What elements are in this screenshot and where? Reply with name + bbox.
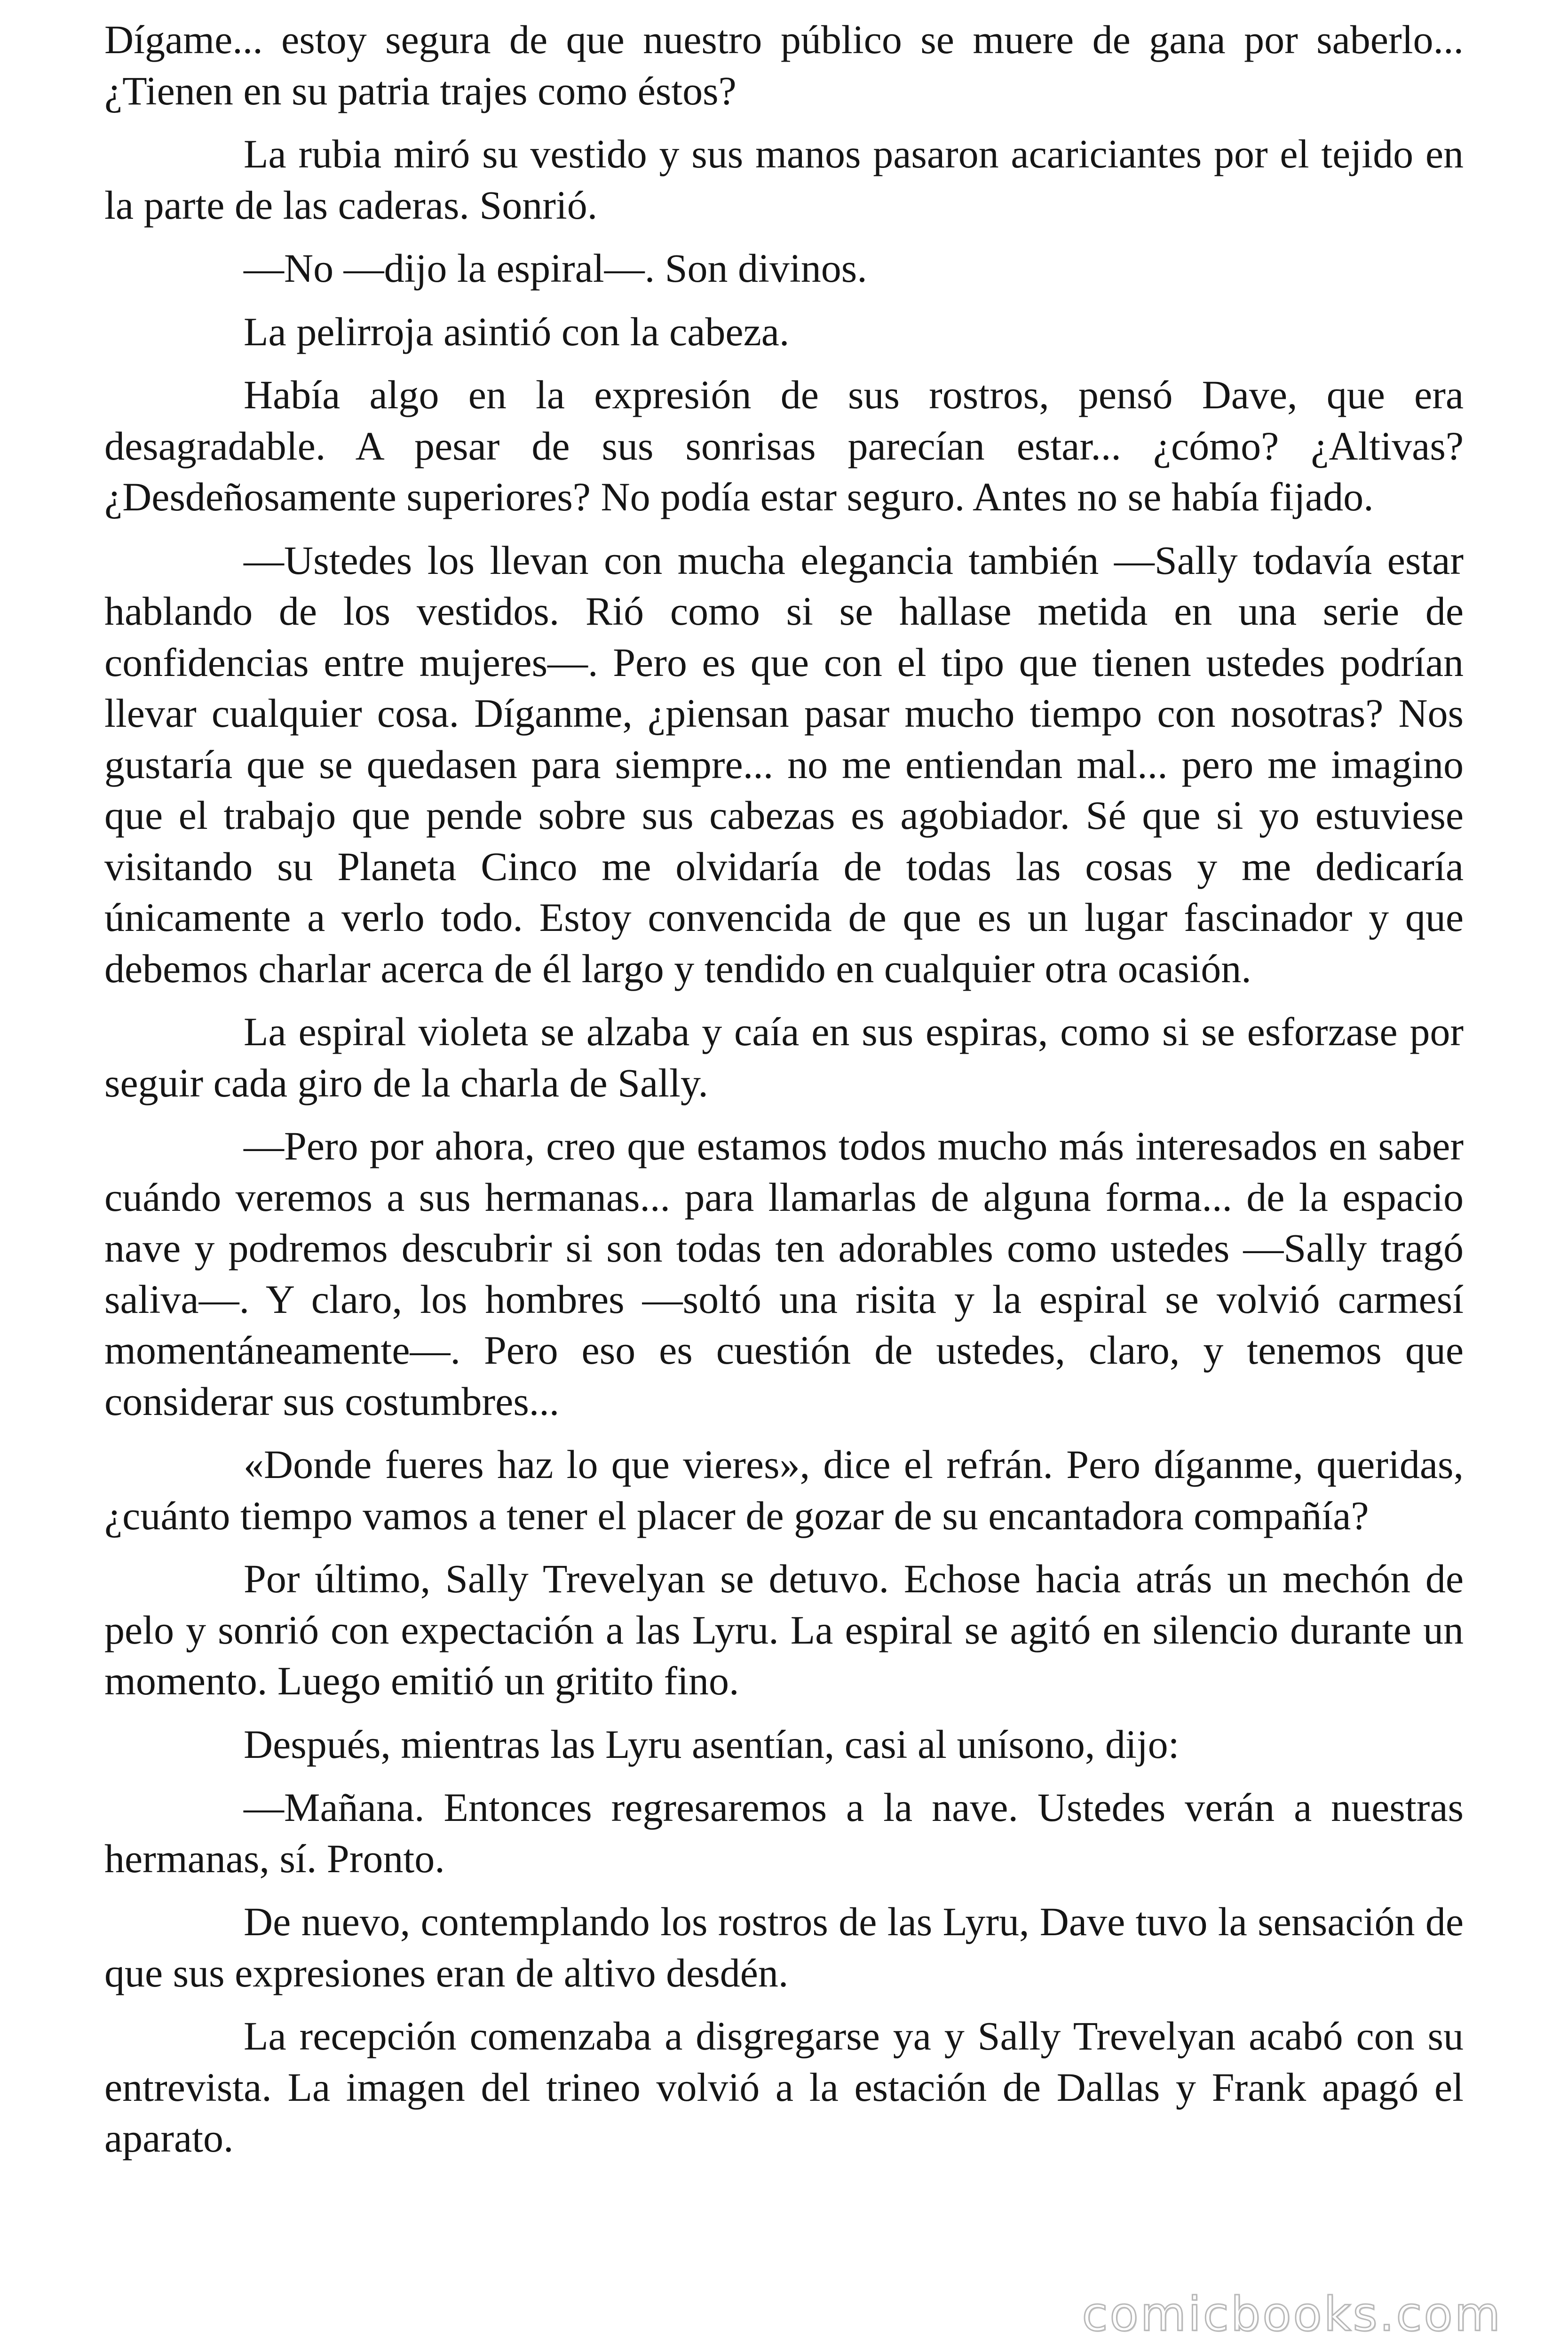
paragraph: «Donde fueres haz lo que vieres», dice el refrán. Pero díganme, queridas, ¿cuánto tiempo vamos a tener el placer de gozar de su encantadora compañía?	[104, 1442, 1464, 1538]
paragraph: —Pero por ahora, creo que estamos todos mucho más interesados en saber cuándo veremos a sus hermanas... para llamarlas de alguna forma... de la espacio nave y podremos descubrir si son todas ten adorables como ustedes —Sally tragó saliva—. Y claro, los hombres —soltó una risita y la espiral se volvió carmesí momentáneamente—. Pero eso es cuestión de ustedes, claro, y tenemos que considerar sus costumbres...	[104, 1123, 1464, 1424]
paragraph: De nuevo, contemplando los rostros de las Lyru, Dave tuvo la sensación de que sus expresiones eran de altivo desdén.	[104, 1899, 1464, 1995]
paragraph: Había algo en la expresión de sus rostros, pensó Dave, que era desagradable. A pesar de sus sonrisas parecían estar... ¿cómo? ¿Altivas? ¿Desdeñosamente superiores? No podía estar seguro. Antes no se había fijado.	[104, 372, 1464, 519]
paragraph: —Ustedes los llevan con mucha elegancia también —Sally todavía estar hablando de los vestidos. Rió como si se hallase metida en una serie de confidencias entre mujeres—. Pero es que con el tipo que tienen ustedes podrían llevar cualquier cosa. Díganme, ¿piensan pasar mucho tiempo con nosotras? Nos gustaría que se quedasen para siempre... no me entiendan mal... pero me imagino que el trabajo que pende sobre sus cabezas es agobiador. Sé que si yo estuviese visitando su Planeta Cinco me olvidaría de todas las cosas y me dedicaría únicamente a verlo todo. Estoy convencida de que es un lugar fascinador y que debemos charlar acerca de él largo y tendido en cualquier otra ocasión.	[104, 537, 1464, 991]
body-text	[104, 14, 1464, 2176]
paragraph: La rubia miró su vestido y sus manos pasaron acariciantes por el tejido en la parte de las caderas. Sonrió.	[104, 131, 1464, 228]
paragraph: Después, mientras las Lyru asentían, casi al unísono, dijo:	[244, 1721, 1180, 1767]
paragraph: Por último, Sally Trevelyan se detuvo. Echose hacia atrás un mechón de pelo y sonrió con expectación a las Lyru. La espiral se agitó en silencio durante un momento. Luego emitió un gritito fino.	[104, 1556, 1464, 1703]
paragraph: Dígame... estoy segura de que nuestro público se muere de gana por saberlo... ¿Tienen en su patria trajes como éstos?	[104, 17, 1464, 113]
paragraph: La recepción comenzaba a disgregarse ya y Sally Trevelyan acabó con su entrevista. La imagen del trineo volvió a la estación de Dallas y Frank apagó el aparato.	[104, 2013, 1464, 2161]
paragraph: La espiral violeta se alzaba y caía en sus espiras, como si se esforzase por seguir cada giro de la charla de Sally.	[104, 1009, 1464, 1105]
paragraph: —Mañana. Entonces regresaremos a la nave. Ustedes verán a nuestras hermanas, sí. Pronto.	[104, 1785, 1464, 1881]
paragraph: La pelirroja asintió con la cabeza.	[244, 309, 790, 354]
paragraph: —No —dijo la espiral—. Son divinos.	[244, 246, 867, 291]
watermark: comicbooks.com	[1082, 2287, 1502, 2342]
